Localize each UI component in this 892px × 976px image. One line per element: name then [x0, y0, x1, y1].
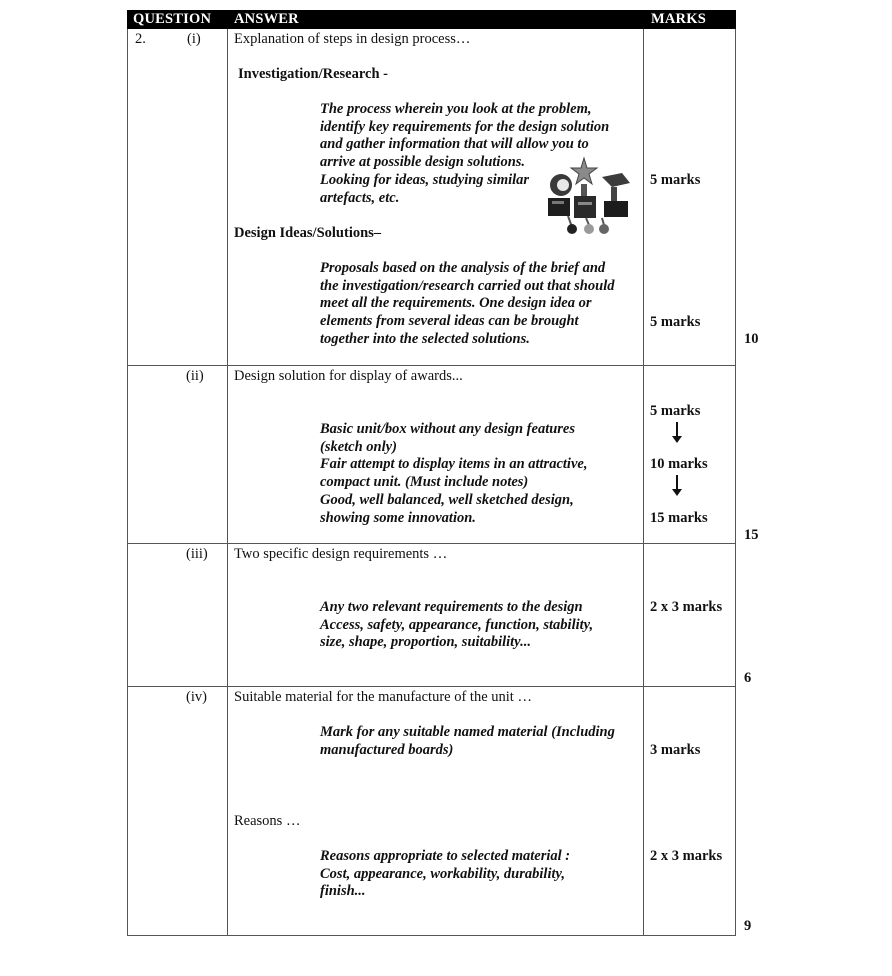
text-line: Good, well balanced, well sketched design, — [320, 491, 574, 508]
reasons-prompt: Reasons … — [234, 813, 301, 829]
text-line: and gather information that will allow you to — [320, 136, 589, 153]
arrow-down-icon — [676, 422, 678, 436]
text-line: artefacts, etc. — [320, 189, 400, 206]
text-line: Basic unit/box without any design features — [320, 421, 576, 437]
text-line: Mark for any suitable named material (Including — [320, 724, 615, 740]
text-line: Reasons appropriate to selected material : — [320, 848, 571, 864]
part-label-iv: (iv) — [186, 689, 207, 705]
marks-level-2: 10 marks — [650, 456, 708, 472]
reasons-text — [320, 848, 570, 901]
text-line: Fair attempt to display items in an attractive, — [320, 456, 588, 473]
part-iv-prompt: Suitable material for the manufacture of the unit … — [234, 689, 532, 705]
header-question: QUESTION — [133, 11, 212, 27]
part-iv-material — [320, 724, 615, 759]
investigation-heading: Investigation/Research - — [238, 66, 388, 82]
part-ii-total: 15 — [744, 527, 759, 543]
row-divider-1 — [127, 365, 736, 366]
text-line: identify key requirements for the design solution — [320, 118, 610, 135]
question-number: 2. — [135, 31, 146, 47]
part-iii-prompt: Two specific design requirements … — [234, 546, 448, 562]
table-border-bottom — [127, 935, 736, 936]
part-iii-total: 6 — [744, 670, 752, 686]
text-line: compact unit. (Must include notes) — [320, 474, 529, 491]
part-label-iii: (iii) — [186, 546, 208, 562]
row-divider-2 — [127, 543, 736, 544]
text-line: showing some innovation. — [320, 509, 476, 526]
text-line: The process wherein you look at the problem, — [320, 101, 592, 117]
text-line: meet all the requirements. One design idea or — [320, 295, 592, 312]
text-line: Any two relevant requirements to the design — [320, 599, 583, 615]
investigation-marks: 5 marks — [650, 172, 701, 188]
text-line: manufactured boards) — [320, 741, 454, 758]
part-i-total: 10 — [744, 331, 759, 347]
marks-level-3: 15 marks — [650, 510, 708, 526]
part-iv-total: 9 — [744, 918, 752, 934]
part-iv-marks: 3 marks — [650, 742, 701, 758]
part-label-ii: (ii) — [186, 368, 204, 384]
design-ideas-text — [320, 260, 614, 349]
design-ideas-marks: 5 marks — [650, 314, 701, 330]
trophies-illustration-icon — [544, 155, 636, 238]
text-line: arrive at possible design solutions. — [320, 154, 526, 171]
part-iii-marks: 2 x 3 marks — [650, 599, 723, 615]
column-divider-question — [227, 29, 228, 936]
text-line: size, shape, proportion, suitability... — [320, 634, 531, 651]
text-line: elements from several ideas can be brought — [320, 313, 579, 330]
column-divider-marks — [643, 29, 644, 936]
reasons-marks: 2 x 3 marks — [650, 848, 723, 864]
text-line: finish... — [320, 883, 366, 900]
text-line: (sketch only) — [320, 438, 397, 455]
text-line: together into the selected solutions. — [320, 330, 530, 347]
text-line: Looking for ideas, studying similar — [320, 171, 530, 188]
part-i-prompt: Explanation of steps in design process… — [234, 31, 471, 47]
part-label-i: (i) — [187, 31, 201, 47]
table-border-right — [735, 29, 736, 936]
table-header-bar — [127, 10, 736, 29]
header-answer: ANSWER — [234, 11, 299, 27]
table-border-left — [127, 29, 128, 936]
marks-level-1: 5 marks — [650, 403, 701, 419]
text-line: Proposals based on the analysis of the brief and — [320, 260, 606, 276]
arrow-down-icon — [672, 489, 682, 496]
design-ideas-heading: Design Ideas/Solutions– — [234, 225, 382, 241]
text-line: Access, safety, appearance, function, stability, — [320, 616, 594, 633]
arrow-down-icon — [672, 436, 682, 443]
text-line: Cost, appearance, workability, durability, — [320, 865, 566, 882]
row-divider-3 — [127, 686, 736, 687]
part-iii-criteria — [320, 599, 593, 652]
text-line: the investigation/research carried out that should — [320, 277, 615, 294]
part-ii-criteria — [320, 421, 587, 527]
part-ii-prompt: Design solution for display of awards... — [234, 368, 463, 384]
arrow-down-icon — [676, 475, 678, 489]
header-marks: MARKS — [651, 11, 706, 27]
